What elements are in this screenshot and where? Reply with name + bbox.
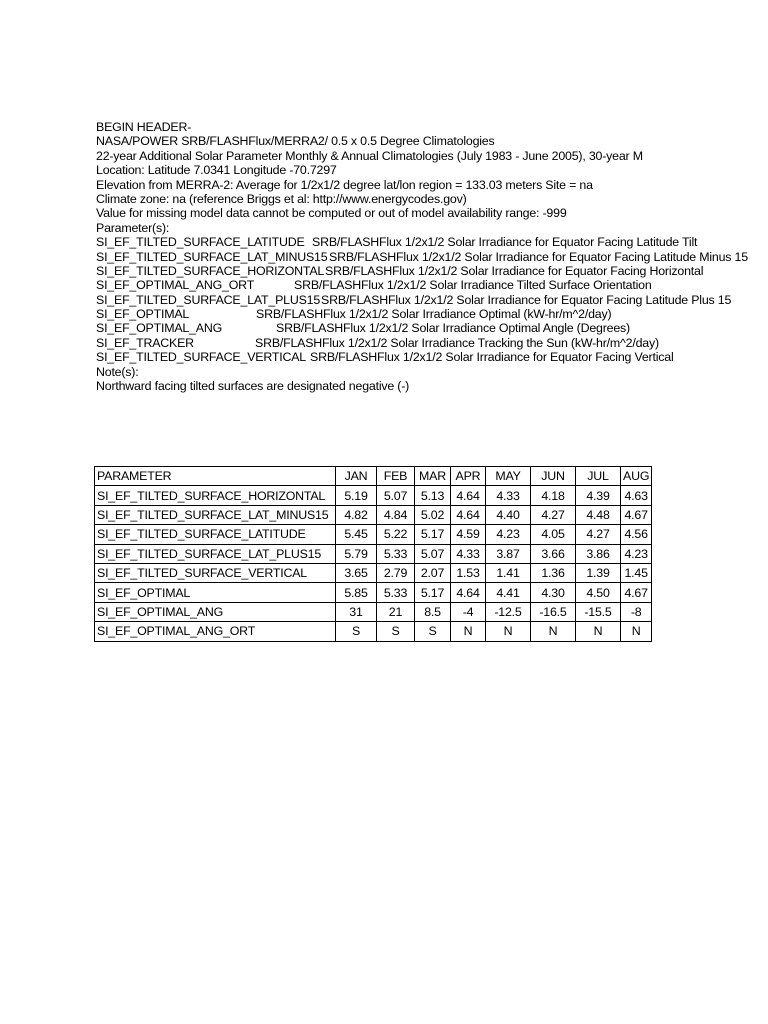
table-cell: N (576, 622, 621, 641)
header-line: NASA/POWER SRB/FLASHFlux/MERRA2/ 0.5 x 0.5 Degree Climatologies (96, 134, 495, 149)
parameter-name: SI_EF_OPTIMAL_ANG (96, 321, 223, 336)
column-header-month: AUG (621, 467, 652, 486)
table-cell: 5.19 (336, 486, 377, 505)
row-parameter-name: SI_EF_OPTIMAL_ANG (95, 602, 336, 621)
table-cell: -12.5 (486, 602, 531, 621)
table-cell: 21 (377, 602, 415, 621)
header-line: 22-year Additional Solar Parameter Monthly & Annual Climatologies (July 1983 - June 2005), 30-year M (96, 148, 643, 163)
table-cell: 4.63 (621, 486, 652, 505)
parameter-name: SI_EF_TILTED_SURFACE_VERTICAL (96, 350, 306, 365)
row-parameter-name: SI_EF_TILTED_SURFACE_VERTICAL (95, 563, 336, 582)
table-cell: 2.79 (377, 563, 415, 582)
header-line: Elevation from MERRA-2: Average for 1/2x1/2 degree lat/lon region = 133.03 meters Site = na (96, 177, 593, 192)
parameter-line (96, 235, 698, 250)
table-row (95, 583, 652, 602)
table-cell: 4.41 (486, 583, 531, 602)
header-line: Climate zone: na (reference Briggs et al: http://www.energycodes.gov) (96, 191, 467, 206)
header-block (96, 120, 748, 394)
table-row (95, 563, 652, 582)
table-cell: -8 (621, 602, 652, 621)
column-header-month: APR (451, 467, 486, 486)
row-parameter-name: SI_EF_TILTED_SURFACE_LAT_MINUS15 (95, 505, 336, 524)
parameter-description: SRB/FLASHFlux 1/2x1/2 Solar Irradiance Tilted Surface Orientation (294, 278, 652, 293)
parameter-line (96, 307, 668, 321)
table-row (95, 544, 652, 563)
parameter-line (96, 263, 704, 278)
table-cell: 4.48 (576, 505, 621, 524)
table-cell: 4.64 (451, 486, 486, 505)
table-cell: 3.65 (336, 563, 377, 582)
parameter-name: SI_EF_TILTED_SURFACE_HORIZONTAL (96, 263, 325, 278)
table-cell: 4.27 (576, 525, 621, 544)
table-cell: 4.40 (486, 505, 531, 524)
parameter-name: SI_EF_TRACKER (96, 335, 194, 350)
table-cell: 5.45 (336, 525, 377, 544)
row-parameter-name: SI_EF_TILTED_SURFACE_LAT_PLUS15 (95, 544, 336, 563)
table-cell: 4.27 (531, 505, 576, 524)
table-cell: 1.53 (451, 563, 486, 582)
table-cell: 4.23 (486, 525, 531, 544)
table-cell: 5.17 (415, 525, 451, 544)
table-cell: 5.07 (377, 486, 415, 505)
table-cell: 4.33 (451, 544, 486, 563)
table-row (95, 622, 652, 641)
table-cell: S (415, 622, 451, 641)
table-cell: N (451, 622, 486, 641)
table-row (95, 602, 652, 621)
table-cell: 1.41 (486, 563, 531, 582)
column-header-parameter: PARAMETER (95, 467, 336, 486)
parameter-name: SI_EF_OPTIMAL (96, 307, 190, 322)
table-cell: 5.13 (415, 486, 451, 505)
note-text: Northward facing tilted surfaces are designated negative (-) (96, 379, 410, 394)
table-cell: 4.67 (621, 583, 652, 602)
table-row (95, 486, 652, 505)
table-cell: 5.07 (415, 544, 451, 563)
row-parameter-name: SI_EF_TILTED_SURFACE_HORIZONTAL (95, 486, 336, 505)
table-cell: 3.86 (576, 544, 621, 563)
table-cell: 3.66 (531, 544, 576, 563)
table-cell: 4.84 (377, 505, 415, 524)
table-cell: 4.64 (451, 583, 486, 602)
table-cell: 4.23 (621, 544, 652, 563)
column-header-month: MAR (415, 467, 451, 486)
parameter-line (96, 292, 732, 307)
table-header-row (95, 467, 652, 486)
parameter-name: SI_EF_TILTED_SURFACE_LAT_PLUS15 (96, 292, 321, 307)
column-header-month: MAY (486, 467, 531, 486)
table-cell: -4 (451, 602, 486, 621)
row-parameter-name: SI_EF_OPTIMAL (95, 583, 336, 602)
header-line: Value for missing model data cannot be computed or out of model availability range: -999 (96, 206, 567, 221)
parameter-description: SRB/FLASHFlux 1/2x1/2 Solar Irradiance for Equator Facing Latitude Tilt (312, 235, 698, 250)
header-line: Parameter(s): (96, 220, 170, 235)
parameter-description: SRB/FLASHFlux 1/2x1/2 Solar Irradiance Tracking the Sun (kW-hr/m^2/day) (255, 335, 659, 350)
parameter-line (96, 336, 668, 350)
table-cell: 4.05 (531, 525, 576, 544)
table-cell: 1.36 (531, 563, 576, 582)
header-line: Location: Latitude 7.0341 Longitude -70.7297 (96, 163, 337, 178)
table-cell: 5.33 (377, 544, 415, 563)
table-cell: 4.50 (576, 583, 621, 602)
table-cell: 5.17 (415, 583, 451, 602)
table-cell: N (621, 622, 652, 641)
table-cell: 4.59 (451, 525, 486, 544)
header-line: BEGIN HEADER- (96, 120, 192, 134)
parameter-description: SRB/FLASHFlux 1/2x1/2 Solar Irradiance for Equator Facing Vertical (310, 350, 674, 365)
column-header-month: FEB (377, 467, 415, 486)
note-label: Note(s): (96, 364, 139, 379)
table-cell: -16.5 (531, 602, 576, 621)
column-header-month: JUN (531, 467, 576, 486)
parameter-line (96, 321, 668, 335)
table-cell: 1.45 (621, 563, 652, 582)
table-cell: 31 (336, 602, 377, 621)
column-header-month: JAN (336, 467, 377, 486)
parameter-line (96, 249, 748, 264)
climatology-table (94, 466, 652, 642)
table-cell: 5.02 (415, 505, 451, 524)
row-parameter-name: SI_EF_TILTED_SURFACE_LATITUDE (95, 525, 336, 544)
table-cell: N (531, 622, 576, 641)
table-row (95, 525, 652, 544)
table-cell: N (486, 622, 531, 641)
table-cell: 8.5 (415, 602, 451, 621)
parameter-description: SRB/FLASHFlux 1/2x1/2 Solar Irradiance for Equator Facing Latitude Plus 15 (321, 292, 732, 307)
table-cell: 4.33 (486, 486, 531, 505)
parameter-name: SI_EF_TILTED_SURFACE_LAT_MINUS15 (96, 249, 328, 264)
table-cell: 1.39 (576, 563, 621, 582)
table-cell: 4.30 (531, 583, 576, 602)
table-cell: 5.22 (377, 525, 415, 544)
table-cell: 4.39 (576, 486, 621, 505)
table-cell: 4.82 (336, 505, 377, 524)
table-cell: S (336, 622, 377, 641)
table-cell: 4.18 (531, 486, 576, 505)
parameter-description: SRB/FLASHFlux 1/2x1/2 Solar Irradiance Optimal (kW-hr/m^2/day) (256, 307, 612, 322)
column-header-month: JUL (576, 467, 621, 486)
parameter-description: SRB/FLASHFlux 1/2x1/2 Solar Irradiance for Equator Facing Horizontal (325, 263, 704, 278)
table-cell: 5.85 (336, 583, 377, 602)
table-cell: 2.07 (415, 563, 451, 582)
parameter-description: SRB/FLASHFlux 1/2x1/2 Solar Irradiance Optimal Angle (Degrees) (276, 321, 630, 336)
table-cell: -15.5 (576, 602, 621, 621)
parameter-name: SI_EF_OPTIMAL_ANG_ORT (96, 278, 255, 293)
table-cell: 5.33 (377, 583, 415, 602)
table-cell: 4.64 (451, 505, 486, 524)
table-row (95, 505, 652, 524)
table-cell: 4.67 (621, 505, 652, 524)
parameter-line (96, 278, 668, 292)
row-parameter-name: SI_EF_OPTIMAL_ANG_ORT (95, 622, 336, 641)
table-cell: 5.79 (336, 544, 377, 563)
table-cell: 4.56 (621, 525, 652, 544)
table-cell: S (377, 622, 415, 641)
table-cell: 3.87 (486, 544, 531, 563)
parameter-line (96, 350, 674, 365)
parameter-description: SRB/FLASHFlux 1/2x1/2 Solar Irradiance for Equator Facing Latitude Minus 15 (329, 249, 748, 264)
parameter-name: SI_EF_TILTED_SURFACE_LATITUDE (96, 235, 305, 250)
